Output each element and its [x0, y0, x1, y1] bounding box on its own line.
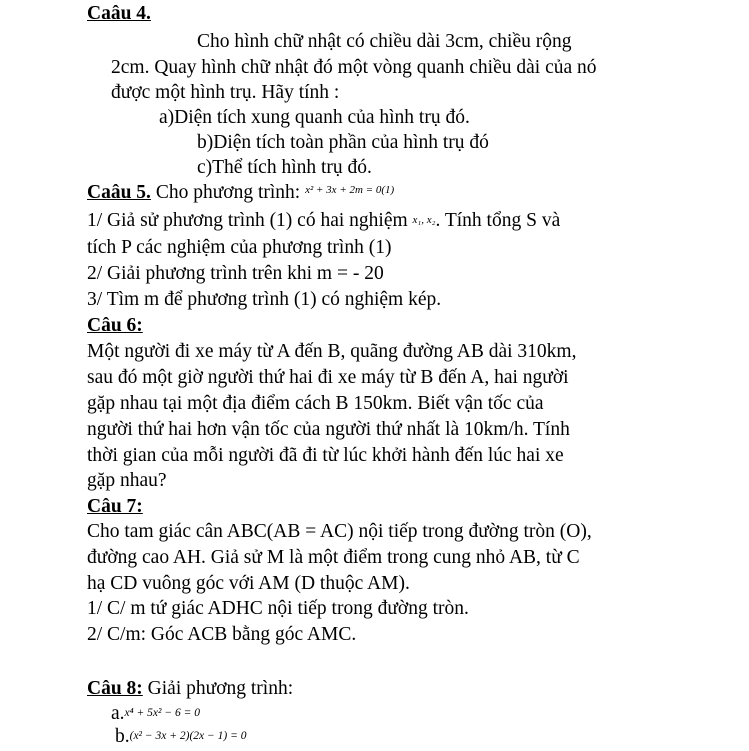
q8-heading: Câu 8: — [87, 678, 143, 699]
q4-line-6: c)Thể tích hình trụ đó. — [197, 157, 372, 178]
q6-line-2: sau đó một giờ người thứ hai đi xe máy từ B đến A, hai người — [87, 367, 569, 388]
q6-line-3: gặp nhau tại một địa điểm cách B 150km. Biết vận tốc của — [87, 393, 544, 414]
q5-intro: Cho phương trình: — [150, 182, 306, 203]
q5-roots: x₁, x₂ — [412, 214, 436, 226]
q6-line-1: Một người đi xe máy từ A đến B, quãng đường AB dài 310km, — [87, 341, 577, 362]
q8-item-b — [115, 725, 247, 749]
q5-line-3: 2/ Giải phương trình trên khi m = - 20 — [87, 263, 384, 284]
q8-b-label: b. — [115, 726, 130, 747]
q6-line-6: gặp nhau? — [87, 470, 167, 491]
q7-heading: Câu 7: — [87, 496, 143, 517]
q5-line-1a: 1/ Giả sử phương trình (1) có hai nghiệm — [87, 210, 413, 231]
q8-b-equation: (x² − 3x + 2)(2x − 1) = 0 — [129, 730, 247, 742]
q4-line-3: được một hình trụ. Hãy tính : — [111, 82, 340, 103]
q6-line-4: người thứ hai hơn vận tốc của người thứ nhất là 10km/h. Tính — [87, 419, 570, 440]
q5-heading: Caâu 5. — [87, 182, 151, 203]
q7-line-3: hạ CD vuông góc với AM (D thuộc AM). — [87, 573, 410, 594]
q6-heading: Câu 6: — [87, 315, 143, 336]
q8-title-line — [87, 677, 293, 701]
q4-line-1: Cho hình chữ nhật có chiều dài 3cm, chiều rộng — [197, 31, 572, 52]
q4-line-5: b)Diện tích toàn phần của hình trụ đó — [197, 132, 489, 153]
q7-line-1: Cho tam giác cân ABC(AB = AC) nội tiếp trong đường tròn (O), — [87, 521, 592, 542]
q4-heading: Caâu 4. — [87, 3, 151, 24]
q5-line-4: 3/ Tìm m để phương trình (1) có nghiệm kép. — [87, 289, 442, 310]
q6-line-5: thời gian của mỗi người đã đi từ lúc khởi hành đến lúc hai xe — [87, 445, 564, 466]
q7-line-2: đường cao AH. Giả sử M là một điểm trong cung nhỏ AB, từ C — [87, 547, 580, 568]
q7-line-5: 2/ C/m: Góc ACB bằng góc AMC. — [87, 624, 357, 645]
q5-line-1 — [87, 209, 560, 233]
q8-a-label: a. — [111, 703, 125, 724]
q5-equation: x² + 3x + 2m = 0(1) — [305, 184, 395, 196]
q5-title-line — [87, 181, 394, 205]
q5-line-2: tích P các nghiệm của phương trình (1) — [87, 237, 392, 258]
q8-a-equation: x⁴ + 5x² − 6 = 0 — [124, 707, 200, 719]
q8-item-a — [111, 702, 200, 726]
q5-line-1b: . Tính tổng S và — [435, 210, 561, 231]
q8-intro: Giải phương trình: — [142, 678, 294, 699]
q4-line-2: 2cm. Quay hình chữ nhật đó một vòng quanh chiều dài của nó — [111, 57, 597, 78]
q4-line-4: a)Diện tích xung quanh của hình trụ đó. — [159, 107, 470, 128]
q7-line-4: 1/ C/ m tứ giác ADHC nội tiếp trong đường tròn. — [87, 598, 469, 619]
